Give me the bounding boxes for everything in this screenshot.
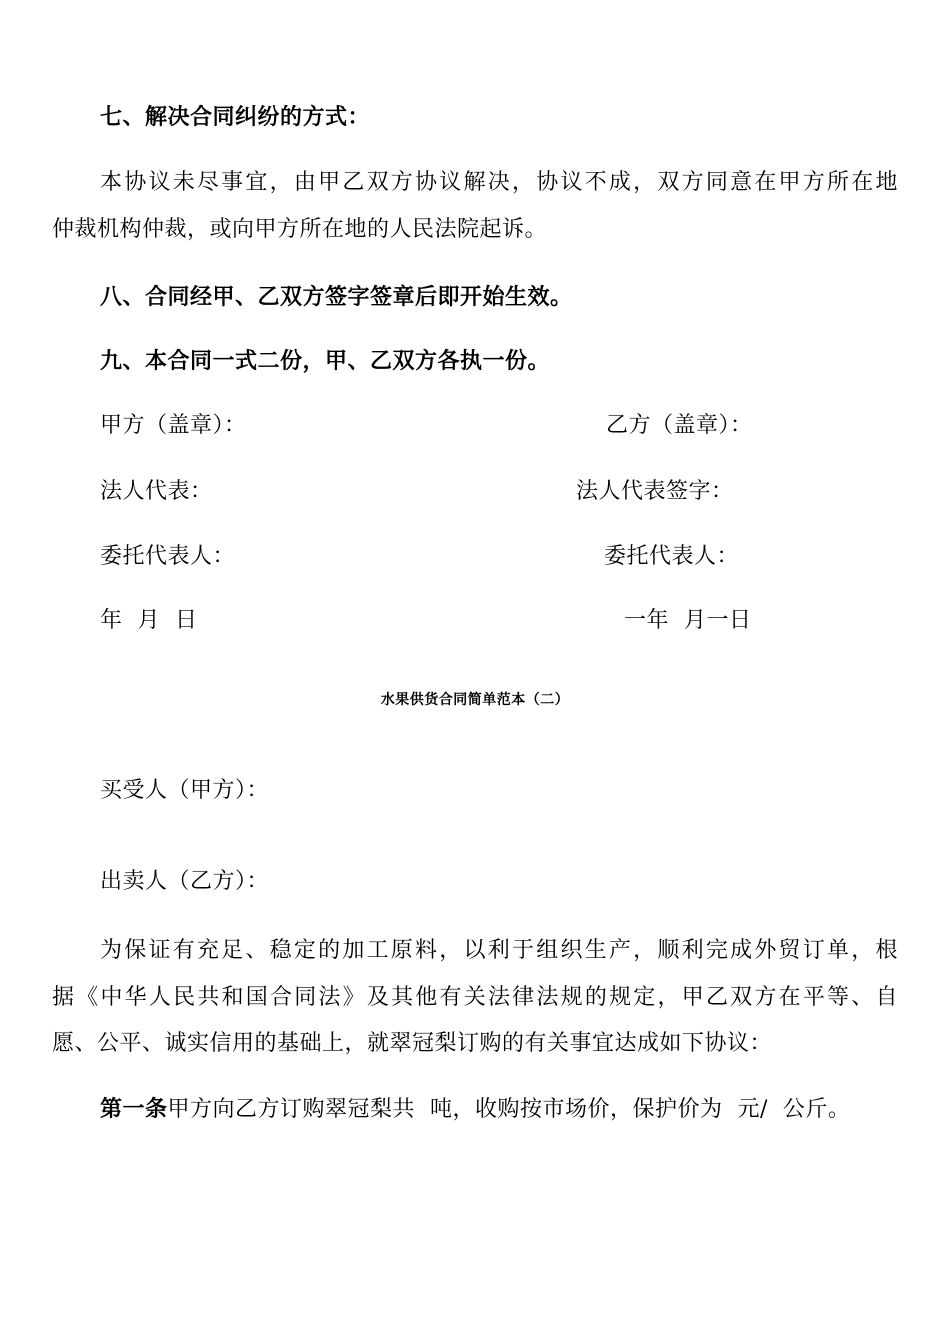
party-a-legal-rep-label: 法人代表： — [100, 479, 213, 504]
section8-heading: 八、合同经甲、乙双方签字签章后即开始生效。 — [100, 284, 573, 310]
article1-text: 甲方向乙方订购翠冠梨共 吨，收购按市场价，保护价为 元/ 公斤。 — [167, 1097, 851, 1122]
preamble-line1: 为保证有充足、稳定的加工原料，以利于组织生产，顺利完成外贸订单，根 — [100, 938, 898, 963]
seller-label: 出卖人（乙方）： — [100, 869, 270, 894]
section7-body-line1: 本协议未尽事宜，由甲乙双方协议解决，协议不成，双方同意在甲方所在地 — [100, 170, 898, 195]
party-b-legal-rep-label: 法人代表签字： — [576, 479, 734, 504]
party-a-agent-label: 委托代表人： — [100, 544, 236, 569]
second-contract-title: 水果供货合同简单范本（二） — [380, 692, 570, 708]
party-b-date: 一年 月一日 — [624, 608, 752, 633]
preamble-line3: 愿、公平、诚实信用的基础上，就翠冠梨订购的有关事宜达成如下协议： — [52, 1031, 773, 1056]
section9-heading: 九、本合同一式二份，甲、乙双方各执一份。 — [100, 348, 551, 374]
party-b-seal-label: 乙方（盖章）： — [606, 413, 753, 438]
section7-body-line2: 仲裁机构仲裁，或向甲方所在地的人民法院起诉。 — [52, 217, 548, 242]
section7-heading: 七、解决合同纠纷的方式： — [100, 104, 371, 130]
party-a-date: 年 月 日 — [100, 608, 198, 633]
party-b-agent-label: 委托代表人： — [604, 544, 740, 569]
party-a-seal-label: 甲方（盖章）： — [100, 413, 247, 438]
article1-label: 第一条 — [100, 1096, 168, 1122]
buyer-label: 买受人（甲方）： — [100, 778, 270, 803]
article1 — [100, 1096, 850, 1123]
preamble-line2: 据《中华人民共和国合同法》及其他有关法律法规的规定，甲乙双方在平等、自 — [52, 985, 898, 1010]
